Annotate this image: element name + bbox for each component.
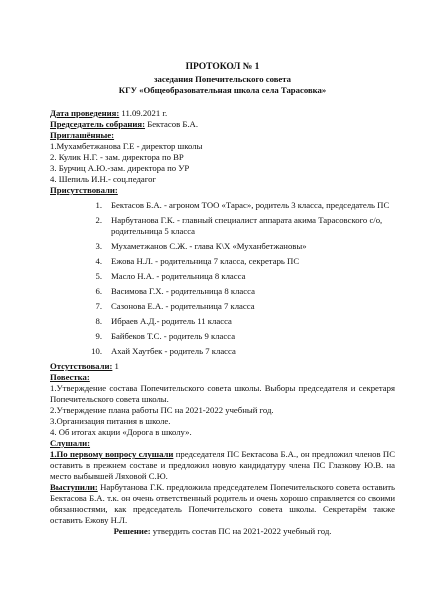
present-item [90, 331, 395, 342]
present-item-text: Ибраев А.Д.- родитель 11 класса [111, 316, 232, 326]
present-item [90, 215, 395, 237]
present-item-text: Масло Н.А. - родительница 8 класса [111, 271, 246, 281]
invited-item: 3. Бурчиц А.Ю.-зам. директора по УР [50, 163, 190, 173]
absent-label: Отсутствовали: [50, 361, 113, 371]
present-list [50, 200, 395, 357]
present-item-number: 3. [95, 241, 102, 251]
present-item [90, 200, 395, 211]
meeting-date-value: 11.09.2021 г. [119, 108, 168, 118]
spoke-text: Нарбутанова Г.К. предложила председателем Попечительского совета оставить Бектасова Б.А. т.к. он очень ответственный родитель и очень хорошо справляется со своими обязанностями, как председатель Попечительского совета школы. Секретарём также оставить Ежову Н.Л. [50, 482, 395, 525]
decision-text: утвердить состав ПС на 2021-2022 учебный год. [150, 526, 332, 536]
decision-row [50, 526, 395, 537]
invited-item: 1.Мухамбетжанова Г.Е - директор школы [50, 141, 203, 151]
present-item-number: 6. [95, 286, 102, 296]
present-item-number: 10. [91, 346, 102, 356]
absent-value: 1 [112, 361, 119, 371]
invited-item: 4. Шепиль И.Н.- соц.педагог [50, 174, 156, 184]
present-heading: Присутствовали: [50, 185, 118, 195]
heard-heading: Слушали: [50, 438, 91, 448]
present-item [90, 271, 395, 282]
agenda-item: 3.Организация питания в школе. [50, 416, 171, 426]
present-item-number: 8. [95, 316, 102, 326]
spacer [50, 96, 395, 108]
present-item-number: 9. [95, 331, 102, 341]
invited-list [50, 141, 395, 185]
meeting-chair-value: Бектасов Б.А. [145, 119, 198, 129]
invited-item: 2. Кулик Н.Г. - зам. директора по ВР [50, 152, 184, 162]
present-item-text: Нарбутанова Г.К. - главный специалист аппарата акима Тарасовского с/о, родительница 5 класса [111, 215, 383, 236]
heard-first-question [50, 449, 395, 482]
decision-label: Решение: [113, 526, 151, 536]
present-item-number: 4. [95, 256, 102, 266]
document-subtitle-meeting: заседания Попечительского совета [154, 74, 291, 84]
present-item-text: Байбеков Т.С. - родитель 9 класса [111, 331, 236, 341]
present-item-text: Мухаметжанов С.Ж. - глава К\Х «Муханбетжановы» [111, 241, 307, 251]
present-item-text: Сазонова Е.А. - родительница 7 класса [111, 301, 255, 311]
heard-first-label: 1.По первому вопросу слушали [50, 449, 174, 459]
meeting-chair-label: Председатель собрания: [50, 119, 146, 129]
present-item [90, 241, 395, 252]
agenda-heading: Повестка: [50, 372, 90, 382]
agenda-item: 4. Об итогах акции «Дорога в школу». [50, 427, 192, 437]
meeting-date-label: Дата проведения: [50, 108, 120, 118]
present-item-number: 2. [95, 215, 102, 225]
present-item-number: 7. [95, 301, 102, 311]
present-item [90, 346, 395, 357]
document-title: ПРОТОКОЛ № 1 [185, 62, 260, 72]
present-item-text: Ахай Хаутбек - родитель 7 класса [111, 346, 236, 356]
agenda-item: 2.Утверждение плана работы ПС на 2021-2022 учебный год. [50, 405, 274, 415]
meeting-date [50, 108, 395, 119]
absent-row [50, 361, 395, 372]
present-item [90, 286, 395, 297]
present-item [90, 301, 395, 312]
present-item-text: Ежова Н.Л. - родительница 7 класса, секретарь ПС [111, 256, 300, 266]
spoke-label: Выступили: [50, 482, 98, 492]
present-item [90, 316, 395, 327]
document-subtitle-school: КГУ «Общеобразовательная школа села Тарасовка» [118, 85, 327, 95]
present-item-number: 5. [95, 271, 102, 281]
invited-heading: Приглашённые: [50, 130, 115, 140]
present-item-text: Васимова Г.Х. - родительница 8 класса [111, 286, 255, 296]
present-item-text: Бектасов Б.А. - агроном ТОО «Тарас», родитель 3 класса, председатель ПС [111, 200, 390, 210]
present-item [90, 256, 395, 267]
meeting-chair [50, 119, 395, 130]
spoke-paragraph [50, 482, 395, 526]
present-item-number: 1. [95, 200, 102, 210]
heard-first-text: председателя ПС Бектасова Б.А., он предложил членов ПС оставить в прежнем составе и предложил новую кандидатуру члена ПС Глазкову Ю.В. на место выбывшей Ляховой С.Ю. [50, 449, 395, 481]
agenda-item: 1.Утверждение состава Попечительского совета школы. Выборы председателя и секретаря Попечительского совета школы. [50, 383, 395, 404]
